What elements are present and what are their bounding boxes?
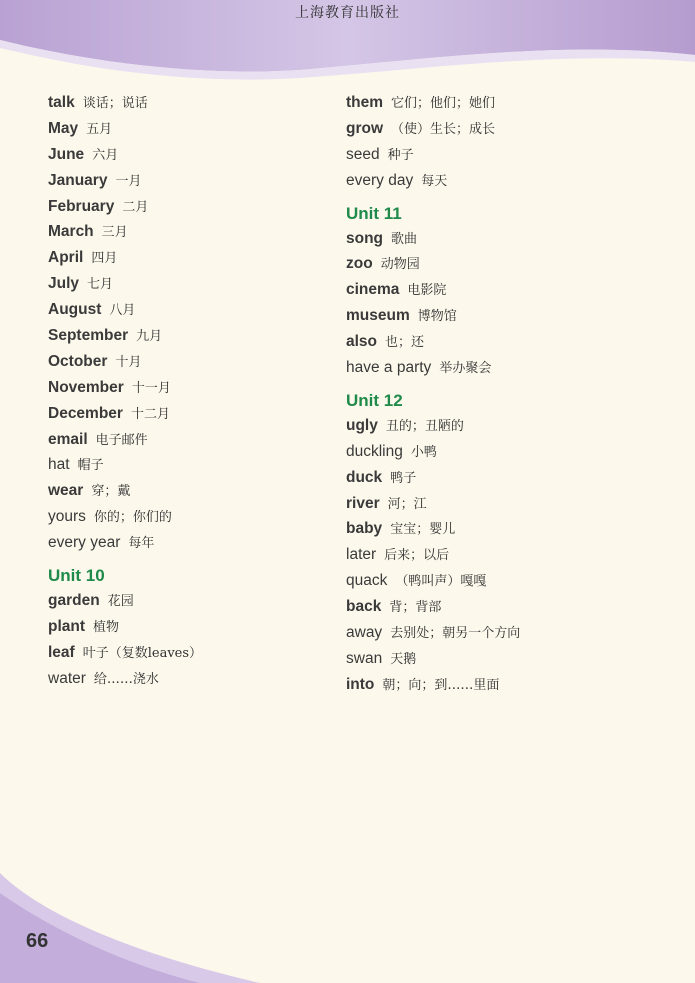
vocabulary-entry [346,143,520,169]
chinese-meaning: 它们；他们；她们 [391,96,496,111]
english-word: swan [346,649,383,667]
english-word: seed [346,145,380,163]
english-word: October [48,352,108,370]
footer-decorative-band [0,873,260,983]
chinese-meaning: 八月 [109,303,136,319]
vocabulary-list [346,227,520,382]
english-word: March [48,223,94,241]
english-word: February [48,197,115,215]
english-word: June [48,145,85,163]
chinese-meaning: 帽子 [77,458,104,474]
english-word: into [346,675,375,693]
chinese-meaning: 也；还 [385,335,425,351]
chinese-meaning: 七月 [87,277,114,293]
vocabulary-column-right [346,91,520,699]
chinese-meaning: 你的；你们的 [93,510,172,526]
chinese-meaning: 十二月 [130,406,170,422]
vocabulary-list [346,91,520,195]
chinese-meaning: 后来；以后 [384,548,450,564]
vocabulary-entry [48,169,202,195]
chinese-meaning: 朝；向；到……里面 [382,677,500,693]
english-word: May [48,119,79,137]
chinese-meaning: 四月 [91,251,118,267]
vocabulary-entry [48,220,202,246]
chinese-meaning: 植物 [93,619,120,635]
chinese-meaning: 河；江 [387,496,427,512]
english-word: November [48,378,124,396]
english-word: leaf [48,643,75,661]
chinese-meaning: 种子 [387,147,414,163]
page-number: 66 [26,930,49,952]
english-word: quack [346,572,388,590]
vocabulary-entry [48,667,202,693]
english-word: museum [346,307,410,325]
vocabulary-entry [48,402,202,428]
vocabulary-entry [48,195,202,221]
vocabulary-entry [346,304,520,330]
vocabulary-entry [346,647,520,673]
english-word: later [346,546,377,564]
chinese-meaning: 九月 [136,329,163,345]
english-word: talk [48,94,75,111]
vocabulary-entry [346,621,520,647]
chinese-meaning: 宝宝；婴儿 [390,522,456,538]
english-word: garden [48,592,100,610]
english-word: back [346,598,382,616]
vocabulary-entry [48,143,202,169]
chinese-meaning: 动物园 [380,257,420,273]
vocabulary-entry [48,589,202,615]
vocabulary-entry [48,479,202,505]
vocabulary-entry [346,278,520,304]
chinese-meaning: （鸭叫声）嘎嘎 [395,574,487,590]
vocabulary-entry [346,91,520,117]
chinese-meaning: 谈话；说话 [82,96,148,111]
chinese-meaning: 给……浇水 [93,671,159,687]
chinese-meaning: 电子邮件 [95,432,148,448]
english-word: yours [48,508,86,526]
chinese-meaning: 去别处；朝另一个方向 [390,626,521,642]
chinese-meaning: 天鹅 [390,651,417,667]
chinese-meaning: 鸭子 [390,470,417,486]
vocabulary-entry [48,298,202,324]
chinese-meaning: 十月 [115,354,142,370]
vocabulary-entry [346,466,520,492]
vocabulary-entry [346,440,520,466]
vocabulary-entry [346,169,520,195]
english-word: email [48,430,88,448]
chinese-meaning: 每天 [421,173,448,189]
vocabulary-list [48,91,202,557]
english-word: cinema [346,281,400,299]
chinese-meaning: 每年 [128,536,155,552]
chinese-meaning: 小鸭 [410,444,437,460]
english-word: hat [48,456,70,474]
chinese-meaning: 花园 [107,594,134,610]
vocabulary-entry [346,673,520,699]
chinese-meaning: 叶子（复数leaves） [82,645,203,661]
vocabulary-entry [48,272,202,298]
english-word: July [48,275,80,293]
vocabulary-entry [48,505,202,531]
chinese-meaning: 博物馆 [417,309,457,325]
chinese-meaning: 举办聚会 [439,361,492,377]
english-word: every year [48,534,121,552]
vocabulary-list [346,414,520,699]
unit-heading: Unit 12 [346,390,403,410]
chinese-meaning: 十一月 [131,380,171,396]
vocabulary-entry [48,428,202,454]
english-word: plant [48,617,86,635]
vocabulary-entry [346,252,520,278]
english-word: water [48,669,86,687]
vocabulary-entry [48,324,202,350]
vocabulary-entry [346,356,520,382]
english-word: river [346,494,380,512]
vocabulary-entry [346,227,520,253]
vocabulary-entry [48,246,202,272]
vocabulary-entry [346,492,520,518]
english-word: zoo [346,255,373,273]
chinese-meaning: 六月 [92,147,119,163]
chinese-meaning: 背；背部 [389,600,442,616]
vocabulary-entry [48,376,202,402]
vocabulary-entry [346,330,520,356]
english-word: away [346,624,383,642]
vocabulary-entry [48,91,202,117]
chinese-meaning: 三月 [101,225,128,241]
vocabulary-entry [48,453,202,479]
vocabulary-entry [48,531,202,557]
vocabulary-entry [346,517,520,543]
vocabulary-column-left [48,91,202,693]
english-word: December [48,404,123,422]
vocabulary-list [48,589,202,693]
english-word: grow [346,119,384,137]
english-word: have a party [346,359,432,377]
english-word: baby [346,520,383,538]
chinese-meaning: 电影院 [407,283,447,299]
vocabulary-entry [48,117,202,143]
english-word: duck [346,468,383,486]
vocabulary-entry [346,117,520,143]
english-word: ugly [346,416,378,434]
vocabulary-entry [346,595,520,621]
chinese-meaning: 歌曲 [391,231,418,247]
unit-heading: Unit 10 [48,566,105,586]
english-word: them [346,94,384,111]
chinese-meaning: 丑的；丑陋的 [385,418,464,434]
publisher-name: 上海教育出版社 [295,5,400,21]
vocabulary-entry [346,543,520,569]
english-word: duckling [346,442,403,460]
english-word: song [346,229,384,247]
vocabulary-entry [346,414,520,440]
vocabulary-entry [48,615,202,641]
chinese-meaning: 一月 [115,173,142,189]
english-word: April [48,249,84,267]
english-word: wear [48,482,84,500]
chinese-meaning: 五月 [86,121,113,137]
unit-heading: Unit 11 [346,203,402,223]
english-word: January [48,171,108,189]
vocabulary-entry [346,569,520,595]
vocabulary-entry [48,350,202,376]
english-word: August [48,301,102,319]
vocabulary-entry [48,641,202,667]
chinese-meaning: 穿；戴 [91,484,131,500]
english-word: every day [346,171,414,189]
chinese-meaning: 二月 [122,199,149,215]
english-word: September [48,327,129,345]
chinese-meaning: （使）生长；成长 [391,121,496,137]
english-word: also [346,333,378,351]
